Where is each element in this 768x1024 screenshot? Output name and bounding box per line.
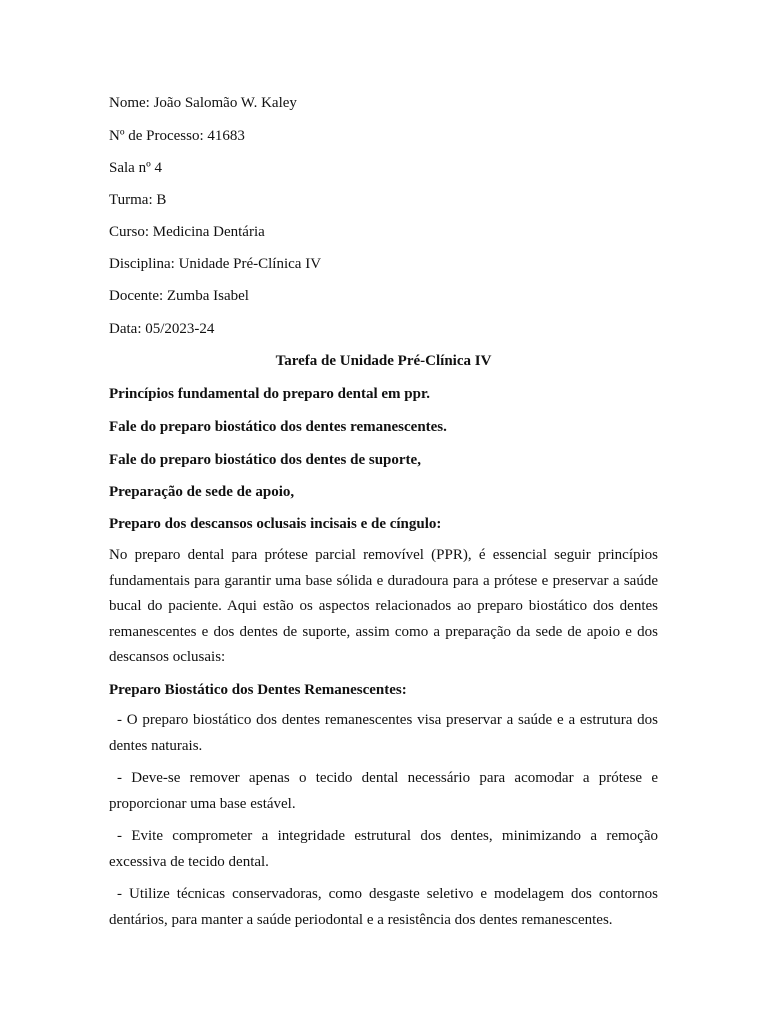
section-heading: Preparo Biostático dos Dentes Remanescentes: xyxy=(109,682,407,698)
intro-paragraph: No preparo dental para prótese parcial removível (PPR), é essencial seguir princípios fundamentais para garantir uma base sólida e duradoura para a prótese e preservar a saúde bucal do paciente. Aqui estão os aspectos relacionados ao preparo biostático dos dentes remanescentes e dos dentes de suporte, assim como a preparação da sede de apoio e dos descansos oclusais: xyxy=(109,547,658,665)
course-name: Curso: Medicina Dentária xyxy=(109,224,265,240)
teacher-name: Docente: Zumba Isabel xyxy=(109,288,249,304)
bullet-2: - Deve-se remover apenas o tecido dental necessário para acomodar a prótese e proporcionar uma base estável. xyxy=(109,770,658,812)
question-4: Preparação de sede de apoio, xyxy=(109,484,295,500)
question-2: Fale do preparo biostático dos dentes remanescentes. xyxy=(109,419,447,435)
page-title: Tarefa de Unidade Pré-Clínica IV xyxy=(275,353,492,369)
question-3: Fale do preparo biostático dos dentes de suporte, xyxy=(109,452,421,468)
class-group: Turma: B xyxy=(109,192,167,208)
bullet-3: - Evite comprometer a integridade estrutural dos dentes, minimizando a remoção excessiva de tecido dental. xyxy=(109,828,658,870)
question-1: Princípios fundamental do preparo dental em ppr. xyxy=(109,386,431,402)
room-number: Sala nº 4 xyxy=(109,160,162,176)
document-date: Data: 05/2023-24 xyxy=(109,321,215,337)
bullet-4: - Utilize técnicas conservadoras, como desgaste seletivo e modelagem dos contornos dentários, para manter a saúde periodontal e a resistência dos dentes remanescentes. xyxy=(109,886,658,928)
process-number: Nº de Processo: 41683 xyxy=(109,128,245,144)
bullet-1: - O preparo biostático dos dentes remanescentes visa preservar a saúde e a estrutura dos dentes naturais. xyxy=(109,712,658,754)
student-name: Nome: João Salomão W. Kaley xyxy=(109,95,297,111)
subject-name: Disciplina: Unidade Pré-Clínica IV xyxy=(109,256,322,272)
question-5: Preparo dos descansos oclusais incisais e de cíngulo: xyxy=(109,516,442,532)
